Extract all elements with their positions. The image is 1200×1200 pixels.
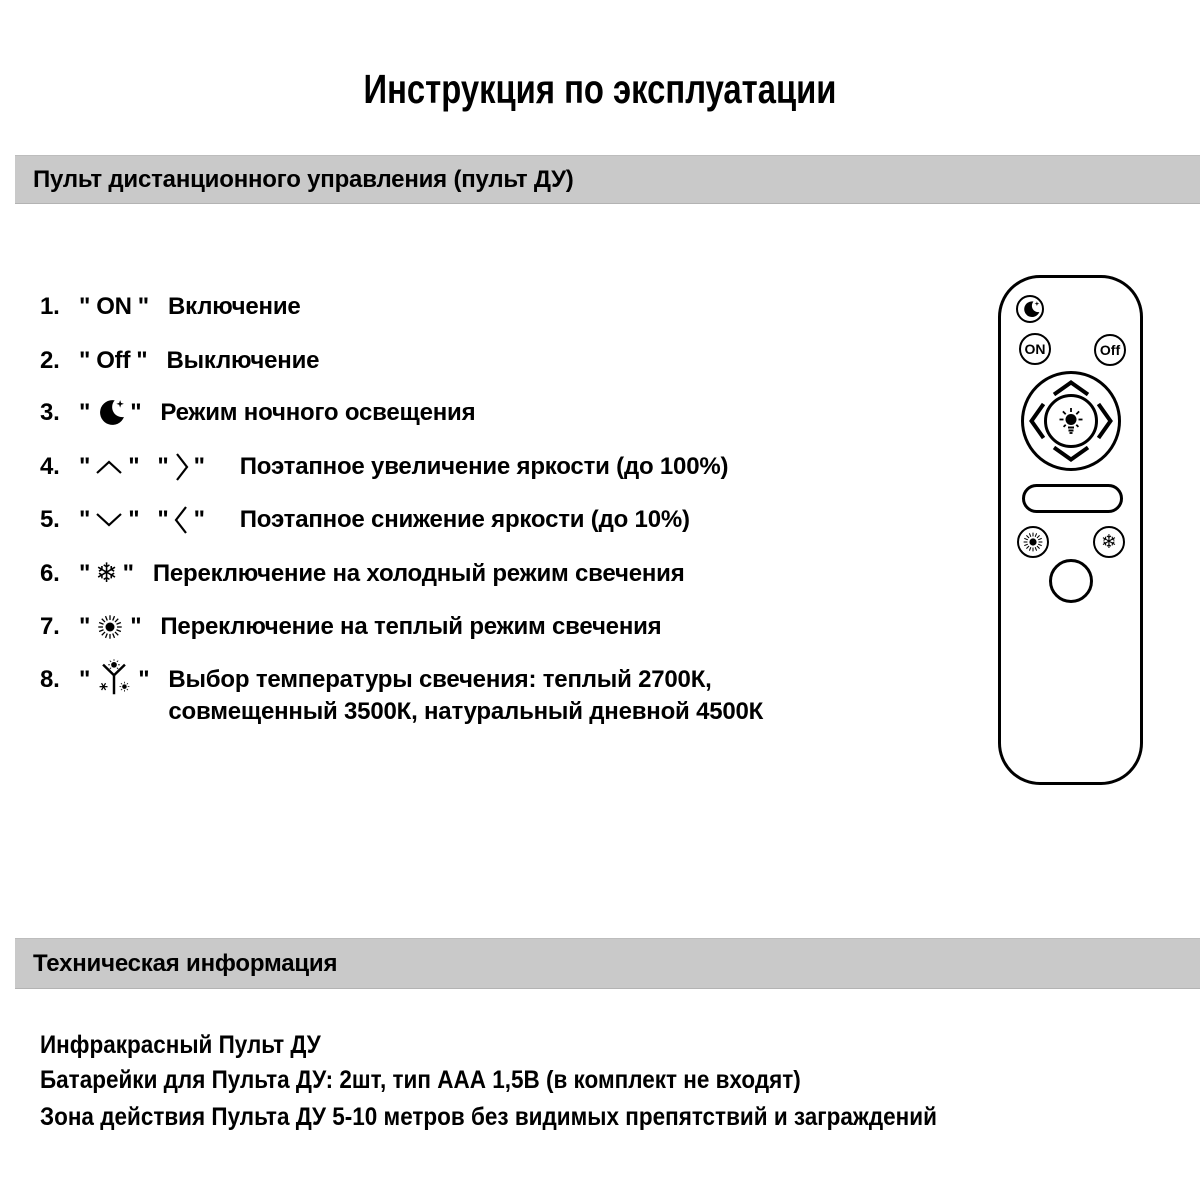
quoted-symbol: " ON " <box>74 291 154 323</box>
pill-button <box>1022 484 1123 513</box>
item-number: 6. <box>40 560 60 587</box>
item-description: Выключение <box>166 347 320 374</box>
tech-info-line: Зона действия Пульта ДУ 5-10 метров без видимых препятствий и заграждений <box>40 1103 937 1131</box>
on-button <box>1019 333 1051 365</box>
list-item <box>40 345 319 377</box>
tech-info-line: Инфракрасный Пульт ДУ <box>40 1031 321 1059</box>
moon-icon <box>95 398 125 428</box>
list-item <box>40 504 690 536</box>
on-button-label: ON <box>1024 341 1046 357</box>
section-header-tech-label: Техническая информация <box>33 949 338 977</box>
section-header-remote-label: Пульт дистанционного управления (пульт ДУ) <box>33 165 574 193</box>
brightness-center-button <box>1044 394 1098 448</box>
quoted-symbol: " Off " <box>74 345 152 377</box>
item-description: Поэтапное увеличение яркости (до 100%) <box>239 453 729 480</box>
snowflake-icon: ❄ <box>95 558 118 589</box>
item-number: 3. <box>40 399 60 426</box>
item-description: Переключение на холодный режим свечения <box>152 560 685 587</box>
item-description: Включение <box>167 293 301 320</box>
moon-icon <box>1021 300 1040 319</box>
chevron-up-icon <box>95 459 123 475</box>
list-item <box>40 397 475 429</box>
item-number: 5. <box>40 506 60 533</box>
quoted-symbol: " " <box>79 399 142 426</box>
warm-mode-button <box>1017 526 1049 558</box>
chevron-left-icon <box>1029 401 1045 441</box>
item-number: 1. <box>40 293 60 320</box>
list-item <box>40 451 728 483</box>
item-description: Режим ночного освещения <box>160 399 476 426</box>
cold-mode-button <box>1093 526 1125 558</box>
list-item <box>40 611 662 643</box>
night-mode-button <box>1016 295 1044 323</box>
quoted-label: ON <box>96 293 132 320</box>
item-number: 2. <box>40 347 60 374</box>
off-button <box>1094 334 1126 366</box>
item-number: 4. <box>40 453 60 480</box>
dpad-ring <box>1021 371 1121 471</box>
quoted-symbol: " " <box>79 506 140 533</box>
quoted-symbol: " ❄ " <box>79 558 134 589</box>
snowflake-icon: ❄ <box>1101 530 1117 553</box>
item-description: Переключение на теплый режим свечения <box>160 613 662 640</box>
chevron-down-icon <box>1051 446 1091 462</box>
temp-select-icon <box>95 659 133 701</box>
quoted-label: Off <box>96 347 131 374</box>
quoted-symbol: " " <box>74 664 154 696</box>
list-item <box>40 291 301 323</box>
item-number: 7. <box>40 613 60 640</box>
list-item <box>40 558 685 590</box>
chevron-left-icon <box>174 505 189 535</box>
warm-sun-icon <box>95 612 125 642</box>
page-title: Инструкция по эксплуатации <box>363 66 837 112</box>
chevron-down-icon <box>95 512 123 528</box>
tech-info-line: Батарейки для Пульта ДУ: 2шт, тип ААА 1,5В (в комплект не входят) <box>40 1066 801 1094</box>
section-header-remote <box>15 155 1200 204</box>
round-button <box>1049 559 1093 603</box>
item-number: 8. <box>40 666 60 693</box>
bulb-icon <box>1056 406 1086 436</box>
remote-control-illustration <box>998 275 1143 785</box>
quoted-symbol: " " <box>157 453 205 480</box>
quoted-symbol: " " <box>79 613 142 640</box>
item-description: Выбор температуры свечения: теплый 2700К, совмещенный 3500К, натуральный дневной 4500К <box>168 666 764 725</box>
warm-sun-icon <box>1021 530 1045 554</box>
section-header-tech <box>15 938 1200 989</box>
quoted-symbol: " " <box>79 453 140 480</box>
item-description: Поэтапное снижение яркости (до 10%) <box>239 506 690 533</box>
off-button-label: Off <box>1099 342 1121 358</box>
quoted-symbol: " " <box>157 506 205 533</box>
chevron-right-icon <box>174 452 189 482</box>
chevron-right-icon <box>1097 401 1113 441</box>
list-item <box>40 664 763 728</box>
